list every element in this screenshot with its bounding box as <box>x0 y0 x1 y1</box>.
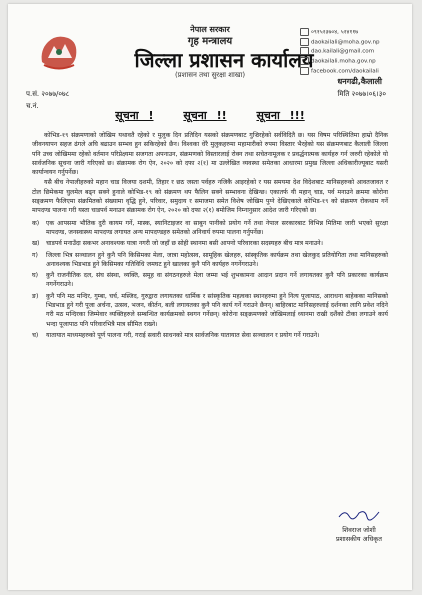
signature-scrawl <box>337 507 381 521</box>
directive-item: घ) कुनै राजनीतिक दल, संघ संस्था, व्यक्ति, समूह वा संगठनहरुले मेला जम्मा भई शुभकामना आदान प्रदान गर्ने लगायतका कुनै पनि प्रकारका कार्यक्रम नगर्नेगराउने। <box>32 272 388 289</box>
website[interactable]: daokailali.moha.gov.np <box>311 58 376 65</box>
email-primary[interactable]: daokailali@moha.gov.np <box>311 39 380 46</box>
directive-item: क) एक आपसमा भौतिक दुरी कायम गर्ने, मास्क, स्यानिटाइजर वा साबुन पानीको प्रयोग गर्ने तथा नेपाल सरकारबाट विभिन्न मितिमा जारी भएको सुरक्षा मापदण्ड, जनस्वास्थ्य मापदण्ड लगायत अन्य मापदण्डहरु समेतको अनिवार्य रुपमा पालना गर्नुपर्नेछ। <box>32 219 388 236</box>
phone-number: ०९१५२३७०४, ५२४११७ <box>311 29 359 36</box>
signature-block <box>336 507 382 544</box>
web-icon <box>300 57 309 65</box>
directive-item: ख) चाडपर्व मनाउँदा सकभर अनावश्यक यात्रा नगरी जो जहाँ छ सोही स्थानमा बसी आफ्नो परिवारका सदस्यहरु बीच मात्र मनाउने। <box>32 240 323 248</box>
paragraph: कोभिड-१९ संक्रमणाको जोखिम यथावतै रहेको र मुलुक दिन प्रतिदिन यसको संक्रमणबाट गुज्रिरहेको सर्वविदितै छ। यस विषम परिस्थितिमा हाम्रो दैनिक जीवनयापन सहज ढंगले अघि बढाउन सम्भव हुन सकिरहेको छैन। विश्वका धेरै मुलुकहरुमा महामारीको रुपमा विस्तार भैरहेको यस संक्रमणबाट कैलाली जिल्ला पनि उच्च जोखिममा रहेको वर्तमान परिप्रेक्ष्यमा सजगता अपनाउन, संक्रमणको विस्तारलाई रोक्न तथा सचेतनामूलक र प्रवर्द्धनात्मक कार्यहरु गर्न जरुरी रहेकोले यो सार्वजनिक सूचना जारी गरिएको छ। संक्रामक रोग ऐन, २०२० को दफा २(१) मा उल्लेखित व्यवस्था समेतका आधारमा प्रमुख जिल्ला अधिकारीज्यूबाट यसरी कार्यान्वयन गर्नुपर्नेछ। <box>32 132 388 177</box>
chalani-number: च.नं. <box>26 102 39 110</box>
office-title: जिल्ला प्रशासन कार्यालय <box>134 48 314 72</box>
facebook-link[interactable]: facebook.com/daokailali <box>311 68 379 75</box>
ministry-label: गृह मन्त्रालय <box>187 36 233 47</box>
notice-body <box>32 131 388 342</box>
contact-block <box>300 28 398 77</box>
directive-list <box>32 219 388 341</box>
notice-title-1: सूचना ! <box>115 109 154 122</box>
notice-title-2: सूचना !! <box>183 109 227 122</box>
email-icon <box>300 47 309 55</box>
directive-item: ङ) कुनै पनि मठ मन्दिर, गुम्बा, चर्च, मस्जिद, गुरुद्वारा लगायतका धार्मिक र सांस्कृतिक महत्वका स्थानहरुमा हुने नित्य पूजापाठ, आराधना बाहेकका मानिसको भिडभाड हुने गरी पूजा अर्चना, उत्सव, भजन, कीर्तन, बली लगायतका कुनै पनि कार्य गर्ने गराउने छैनन्। बाहिरबाट मानिसहरुलाई दर्शनका लागि प्रवेश नदिने गरी मठ मन्दिरका जिम्मेवार व्यक्तिहरुले सम्बन्धित कार्यक्रमको स्थगन गर्नेछन्। कोरोना सङ्क्रमणको जोखिमलाई ध्यानमा राखी दशैंको टीका लगाउने कार्य भन्दा पूजापाठ पनि परिवारभित्रै मात्र सीमित राख्ने। <box>32 292 388 328</box>
government-label: नेपाल सरकार <box>190 25 230 34</box>
signatory-title: प्रशासकीय अधिकृत <box>335 535 382 543</box>
date-label: मिति २०७७।०६।३० <box>337 90 386 98</box>
directive-item: ग) जिल्ला भित्र सञ्चालन हुने कुनै पनि किसिमका मेला, जात्रा महोत्सव, सामूहिक खेलहरु, सांस्कृतिक कार्यक्रम तथा खेलकुद प्रतियोगिता तथा मानिसहरुको अनावश्यक भिडभाड हुने किसिमका गतिविधि जमघट हुने खालका कुनै पनि कार्यहरु नगर्नेगराउने। <box>32 251 388 268</box>
notice-title <box>8 108 412 123</box>
notice-document <box>8 4 412 590</box>
branch-label: (प्रशासन तथा सुरक्षा शाखा) <box>174 71 246 79</box>
phone-icon <box>300 28 309 36</box>
notice-title-3: सूचना !!! <box>256 109 305 122</box>
place-label: धनगढी,कैलाली <box>337 77 382 86</box>
paragraph: यसै बीच नेपालीहरुको महान चाड विजया दशमी, तिहार र छठ जस्ता पर्वहरु नजिकै आइरहेको र यस समयमा देश विदेशबाट मानिसहरुको आवतजावत र टोल छिमेकमा घुलमेल बढ्न सक्ने हुनाले कोभिड-१९ को संक्रमण थप फैलिन सक्ने सम्भावना देखिन्छ। एकातर्फ यी महान् चाड, पर्व मनाउने क्रममा कोरोना सङ्क्रमण फैलिएमा संक्रमितको संख्यामा वृद्धि हुने, परिवार, समुदाय र समाजमा समेत विशेष जोखिम पुग्ने देखिएकाले कोभिड-१९ को संक्रमण रोकथाम गर्ने मापदण्ड पालना गरी यस्ता चाडपर्व मनाउन संक्रामक रोग ऐन, २०२० को दफा २(१) बमोजिम निम्नानुसार आदेश जारी गरिएको छ। <box>32 179 388 215</box>
email-secondary[interactable]: dao.kailali@gmail.com <box>311 48 375 55</box>
signatory-name: शिवराज जोशी <box>342 526 376 534</box>
directive-item: च) यातायात माध्यमहरुको पूर्ण पालना गरी, गराई सवारी साधनको मात्र सार्वजनिक यातायात सेवा सञ्चालन र प्रयोग गर्ने गराउने। <box>32 331 320 339</box>
patra-sankhya: प.सं. २०७७/०७८ <box>26 90 70 98</box>
email-icon <box>300 38 309 46</box>
facebook-icon <box>300 67 309 75</box>
